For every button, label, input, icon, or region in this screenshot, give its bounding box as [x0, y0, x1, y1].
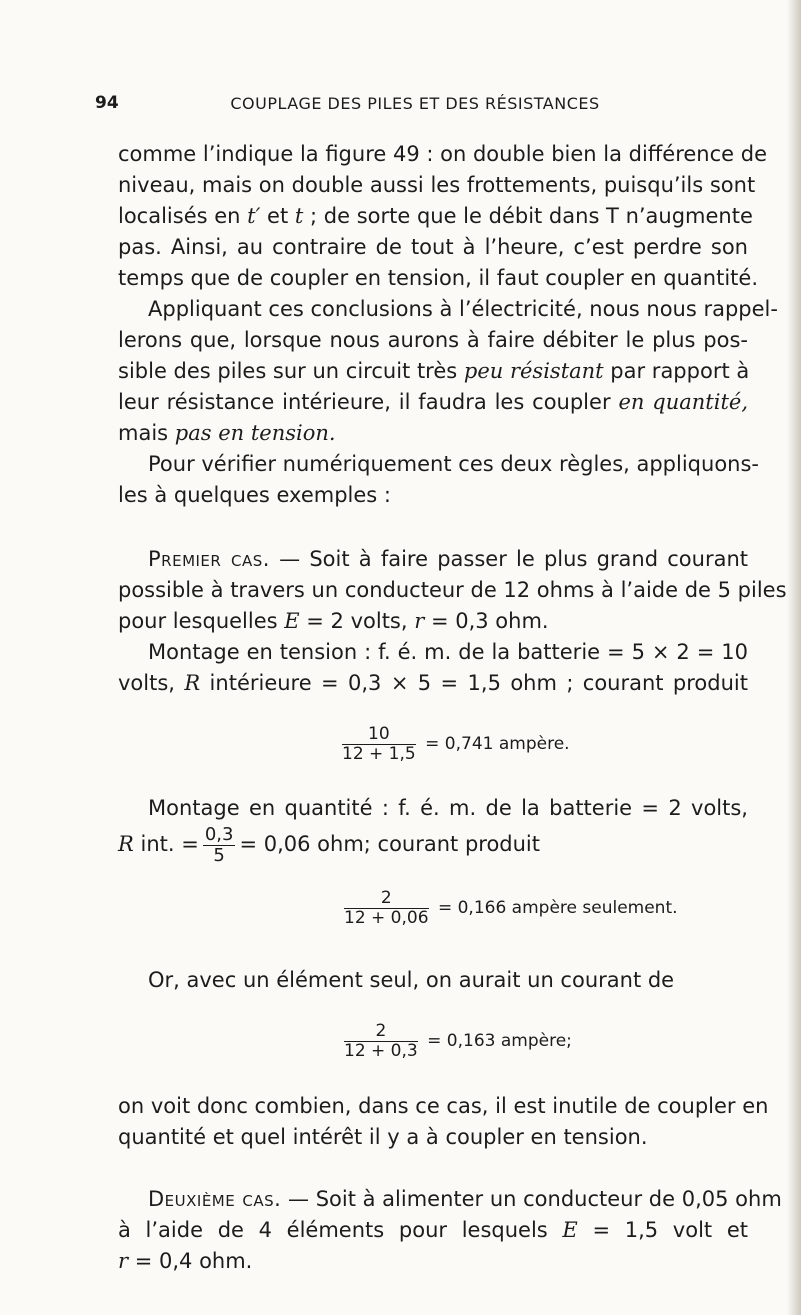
text-line: Appliquant ces conclusions à l’électricité, nous nous rappel- [148, 297, 778, 321]
text-line: R int. = $\frac{0,3}{5}$ = 0,06 ohm; courant produit [118, 823, 541, 866]
text-line: quantité et quel intérêt il y a à coupler en tension. [118, 1125, 648, 1149]
equation: $\frac{10}{12 + 1,5}$ = 0,741 ampère. [342, 724, 570, 764]
text-line: mais pas en tension. [118, 421, 336, 445]
text-line: localisés en t′ et t ; de sorte que le débit dans T n’augmente [118, 204, 753, 228]
case-label: Premier cas. [148, 547, 270, 571]
text-line: possible à travers un conducteur de 12 ohms à l’aide de 5 piles [118, 578, 787, 602]
text-line: volts, R intérieure = 0,3 × 5 = 1,5 ohm ; courant produit [118, 671, 748, 695]
text-line: Deuxième cas. — Soit à alimenter un conducteur de 0,05 ohm [148, 1187, 782, 1211]
text-line: à l’aide de 4 éléments pour lesquels E = 1,5 volt et [118, 1218, 748, 1242]
text-line: comme l’indique la figure 49 : on double bien la différence de [118, 142, 767, 166]
text-line: temps que de coupler en tension, il faut coupler en quantité. [118, 266, 759, 290]
text-line: lerons que, lorsque nous aurons à faire débiter le plus pos- [118, 328, 748, 352]
text-line: Or, avec un élément seul, on aurait un courant de [148, 968, 675, 992]
text-line: Montage en quantité : f. é. m. de la batterie = 2 volts, [148, 796, 748, 820]
case-label: Deuxième cas. [148, 1187, 282, 1211]
equation: $\frac{2}{12 + 0,3}$ = 0,163 ampère; [344, 1021, 572, 1061]
text-line: sible des piles sur un circuit très peu résistant par rapport à [118, 359, 750, 383]
text-line: niveau, mais on double aussi les frottements, puisqu’ils sont [118, 173, 756, 197]
equation: $\frac{2}{12 + 0,06}$ = 0,166 ampère seulement. [344, 888, 678, 928]
text-line: leur résistance intérieure, il faudra les coupler en quantité, [118, 390, 748, 414]
page-edge-shadow [787, 0, 801, 1315]
text-line: r = 0,4 ohm. [118, 1249, 253, 1273]
page-header [95, 93, 735, 123]
text-line: pas. Ainsi, au contraire de tout à l’heure, c’est perdre son [118, 235, 748, 259]
text-line: on voit donc combien, dans ce cas, il est inutile de coupler en [118, 1094, 769, 1118]
text-line: pour lesquelles E = 2 volts, r = 0,3 ohm. [118, 609, 549, 633]
text-line: Premier cas. — Soit à faire passer le plus grand courant [148, 547, 748, 571]
text-line: les à quelques exemples : [118, 483, 391, 507]
text-line: Pour vérifier numériquement ces deux règles, appliquons- [148, 452, 759, 476]
page-number: 94 [95, 93, 119, 113]
running-title: COUPLAGE DES PILES ET DES RÉSISTANCES [230, 94, 600, 113]
text-line: Montage en tension : f. é. m. de la batterie = 5 × 2 = 10 [148, 640, 748, 664]
